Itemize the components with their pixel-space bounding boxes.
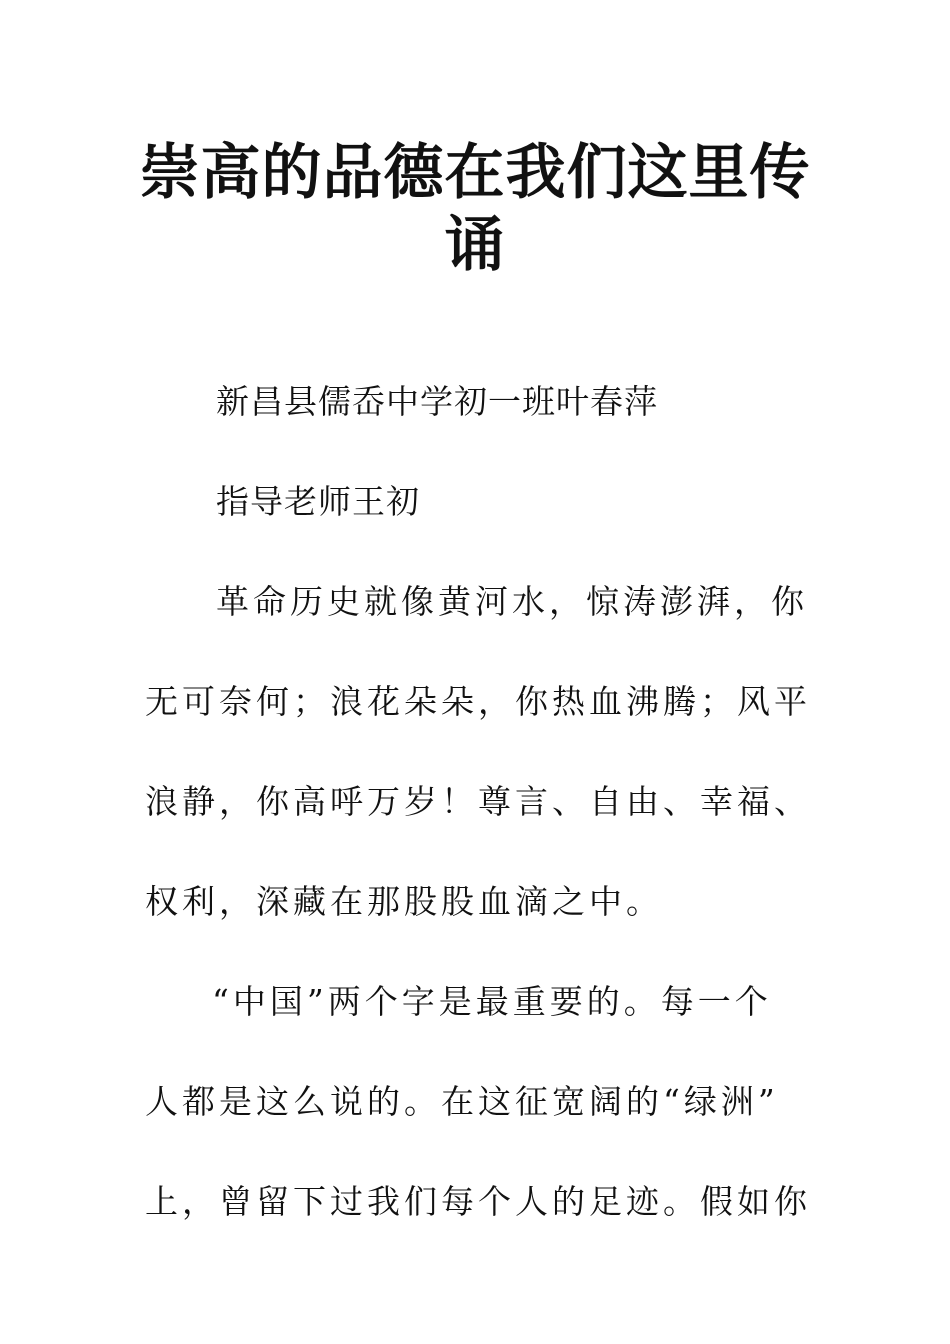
author-line: 新昌县儒岙中学初一班叶春萍 xyxy=(216,382,658,421)
document-title-line-2: 诵 xyxy=(444,210,506,280)
paragraph-1-line-4: 权利，深藏在那股股血滴之中。 xyxy=(145,882,663,921)
paragraph-2-line-3: 上，曾留下过我们每个人的足迹。假如你 xyxy=(145,1182,811,1221)
paragraph-2-line-1: “中国”两个字是最重要的。每一个 xyxy=(212,982,772,1021)
document-title-line-1: 崇高的品德在我们这里传 xyxy=(139,138,811,208)
paragraph-1-line-1: 革命历史就像黄河水，惊涛澎湃，你 xyxy=(216,582,808,621)
teacher-line: 指导老师王初 xyxy=(216,482,420,521)
paragraph-1-line-2: 无可奈何；浪花朵朵，你热血沸腾；风平 xyxy=(145,682,811,721)
paragraph-1-line-3: 浪静，你高呼万岁！尊言、自由、幸福、 xyxy=(145,782,811,821)
paragraph-2-line-2: 人都是这么说的。在这征宽阔的“绿洲” xyxy=(145,1082,779,1121)
